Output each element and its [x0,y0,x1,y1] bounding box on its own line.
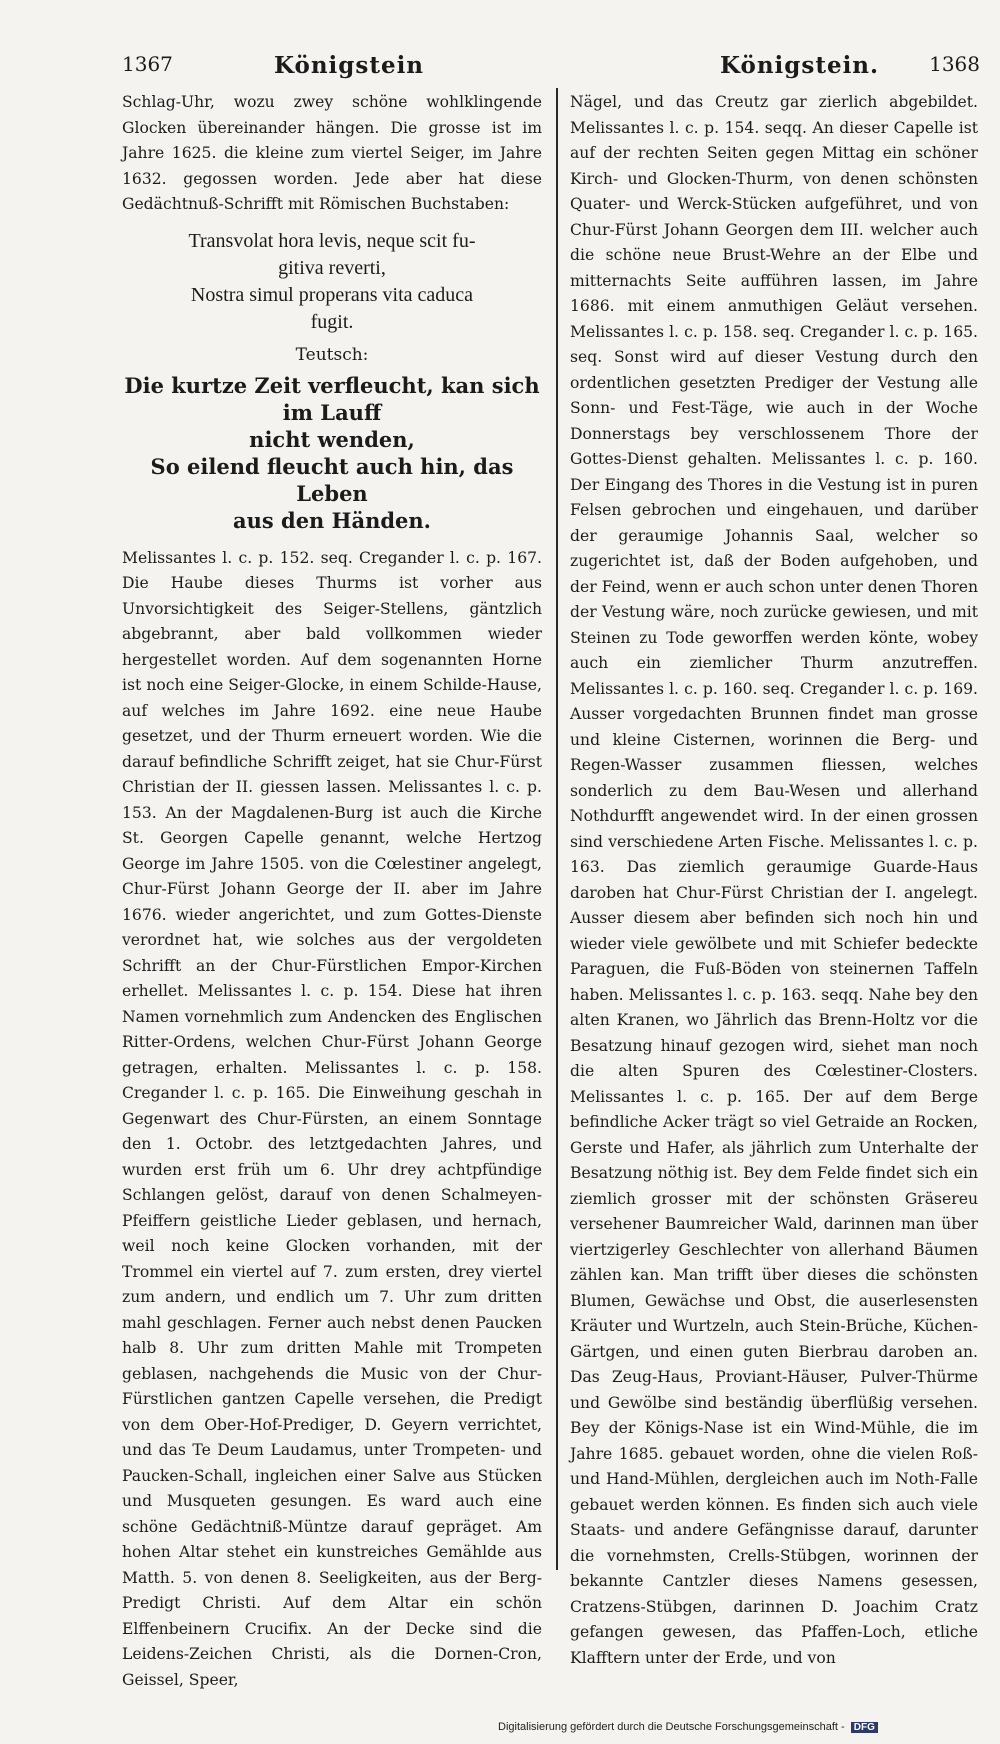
latin-verse-line: Nostra simul properans vita caduca [190,283,474,306]
running-head [122,52,980,88]
latin-verse-line: Transvolat hora levis, neque scit fu- [188,229,476,252]
footer-text: Digitalisierung gefördert durch die Deutsche Forschungsgemeinschaft - [498,1721,845,1733]
column-divider [556,88,558,1570]
german-verse-line: nicht wenden, [249,426,415,452]
german-verse-line: So eilend fleucht auch hin, das Leben [150,453,514,506]
running-title-right: Königstein. [720,52,880,79]
german-verse [122,372,542,534]
body-paragraph-right: Nägel, und das Creutz gar zierlich abgebildet. Melissantes l. c. p. 154. seqq. An dieser Capelle ist auf der rechten Seiten gegen Mittag ein schöner Kirch- und Glocken-Thurm, von denen schönsten Quater- und Werck-Stücken aufgeführet, und von Chur-Fürst Johann Georgen dem III. welcher auch die schöne neue Brust-Wehre an der Elbe und mitternachts Seite aufführen lassen, im Jahre 1686. mit einem anmuthigen Geläut versehen. Melissantes l. c. p. 158. seq. Cregander l. c. p. 165. seq. Sonst wird auf dieser Vestung durch den ordentlichen gesetzten Prediger der Vestung alle Sonn- und Fest-Täge, wie auch in der Woche Donnerstags bey verschlossenem Thore der Gottes-Dienst gehalten. Melissantes l. c. p. 160. Der Eingang des Thores in die Vestung ist in puren Felsen gebrochen und eingehauen, und darüber der geraumige Johannis Saal, welcher so zugerichtet ist, daß der Boden aufgehoben, und der Feind, wenn er auch schon unter denen Thoren der Vestung wäre, noch zurücke gewiesen, und mit Steinen zu Tode geworffen werden könte, wobey auch ein ziemlicher Thurm anzutreffen. Melissantes l. c. p. 160. seq. Cregander l. c. p. 169. Ausser vorgedachten Brunnen findet man grosse und kleine Cisternen, worinnen die Berg- und Regen-Wasser zusammen fliessen, welches sonderlich zu dem Bau-Wesen und allerhand Nothdurfft angewendet wird. In der einen grossen sind verschiedene Arten Fische. Melissantes l. c. p. 163. Das ziemlich geraumige Guarde-Haus daroben hat Chur-Fürst Christian der I. angelegt. Ausser diesem aber befinden sich noch hin und wieder viele gewölbete und mit Schiefer bedeckte Paraguen, die Fuß-Böden von steinernen Taffeln haben. Melissantes l. c. p. 163. seqq. Nahe bey den alten Kranen, wo Jährlich das Brenn-Holtz vor die Besatzung hinauf gezogen wird, siehet man noch die alten Spuren des Cœlestiner-Closters. Melissantes l. c. p. 165. Der auf dem Berge befindliche Acker trägt so viel Getraide an Rocken, Gerste und Hafer, als jährlich zum Unterhalte der Besatzung nöthig ist. Bey dem Felde findet sich ein ziemlich grosser mit der schönsten Gräsereu versehener Baumreicher Wald, darinnen man über viertzigerley Geschlechter von allerhand Bäumen zählen kan. Man trifft über dieses die schönsten Blumen, Gewächse und Obst, die auserlesensten Kräuter und Wurtzeln, auch Stein-Brüche, Küchen-Gärtgen, und einen guten Bierbrau daroben an. Das Zeug-Haus, Proviant-Häuser, Pulver-Thürme und Gewölbe sind beständig überflüßig versehen. Bey der Königs-Nase ist ein Wind-Mühle, die im Jahre 1685. gebauet worden, ohne die vielen Roß- und Hand-Mühlen, dergleichen auch im Noth-Falle gebauet werden können. Es finden sich auch viele Staats- und andere Gefängnisse darauf, darunter die vornehmsten, Crells-Stübgen, worinnen der bekannte Cantzler dieses Namens gesessen, Cratzens-Stübgen, darinnen D. Joachim Cratz gefangen gewesen, das Pfaffen-Loch, etliche Klafftern unter der Erde, und von [570,93,978,1667]
german-verse-line: Die kurtze Zeit verfleucht, kan sich im Lauff [124,372,540,425]
right-column [570,90,978,1671]
intro-paragraph: Schlag-Uhr, wozu zwey schöne wohlklingende Glocken übereinander hängen. Die grosse ist im Jahre 1625. die kleine zum viertel Seiger, im Jahre 1632. gegossen worden. Jede aber hat diese Gedächtnuß-Schrifft mit Römischen Buchstaben: [122,93,542,213]
page-number-right: 1368 [929,52,980,76]
latin-verse-line: fugit. [310,310,354,333]
body-paragraph-left: Melissantes l. c. p. 152. seq. Cregander l. c. p. 167. Die Haube dieses Thurms ist vorher aus Unvorsichtigkeit des Seiger-Stellens, gäntzlich abgebrannt, aber bald vollkommen wieder hergestellet worden. Auf dem sogenannten Horne ist noch eine Seiger-Glocke, in einem Schilde-Hause, auf welches im Jahre 1692. eine neue Haube gesetzet, und der Thurm erneuert worden. Wie die darauf befindliche Schrifft zeiget, hat sie Chur-Fürst Christian der II. giessen lassen. Melissantes l. c. p. 153. An der Magdalenen-Burg ist auch die Kirche St. Georgen Capelle genannt, welche Hertzog George im Jahre 1505. von die Cœlestiner angelegt, Chur-Fürst Johann George der II. aber im Jahre 1676. wieder angerichtet, und zum Gottes-Dienste verordnet hat, wie solches aus der vergoldeten Schrifft an der Chur-Fürstlichen Empor-Kirchen erhellet. Melissantes l. c. p. 154. Diese hat ihren Namen vornehmlich zum Andencken des Englischen Ritter-Ordens, welchen Chur-Fürst Johann George getragen, erhalten. Melissantes l. c. p. 158. Cregander l. c. p. 165. Die Einweihung geschah in Gegenwart des Chur-Fürsten, an einem Sonntage den 1. Octobr. des letztgedachten Jahres, und wurden erst früh um 6. Uhr drey achtpfündige Schlangen gelöst, darauf von denen Schalmeyen-Pfeiffern geistliche Lieder geblasen, und hernach, weil noch keine Glocken vorhanden, mit der Trommel ein viertel auf 7. zum ersten, drey viertel zum andern, und endlich um 7. Uhr zum dritten mahl geschlagen. Ferner auch nebst denen Paucken halb 8. Uhr zum dritten Mahle mit Trompeten geblasen, nachgehends die Music von der Chur-Fürstlichen gantzen Capelle versehen, die Predigt von dem Ober-Hof-Prediger, D. Geyern verrichtet, und das Te Deum Laudamus, unter Trompeten- und Paucken-Schall, ingleichen einer Salve aus Stücken und Musqueten gesungen. Es ward auch eine schöne Gedächtniß-Müntze darauf gepräget. Am hohen Altar stehet ein kunstreiches Gemählde aus Matth. 5. von denen 8. Seeligkeiten, aus der Berg-Predigt Christi. Auf dem Altar ein schön Elffenbeinern Crucifix. An der Decke sind die Leidens-Zeichen Christi, als die Dornen-Cron, Geissel, Speer, [122,548,542,1689]
latin-verse-line: gitiva reverti, [278,256,386,279]
teutsch-label: Teutsch: [295,344,369,365]
german-verse-line: aus den Händen. [233,507,431,533]
running-title-left: Königstein [274,52,425,79]
digitization-footer [498,1721,878,1733]
latin-verse [122,228,542,336]
dfg-logo: DFG [851,1722,878,1733]
page-number-left: 1367 [122,52,173,76]
left-column [122,90,542,1693]
